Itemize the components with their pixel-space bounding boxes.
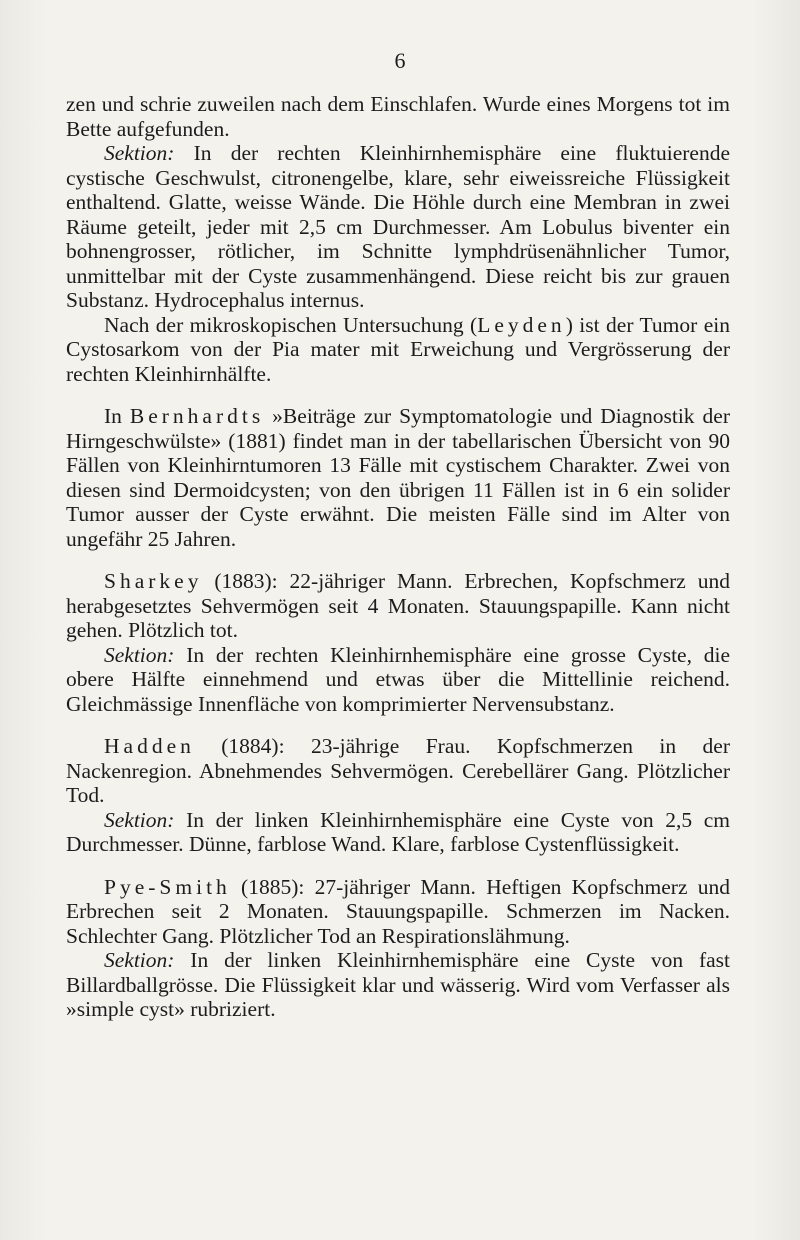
paragraph	[66, 875, 730, 949]
text-run: In der linken Kleinhirnhemisphäre eine Cyste von 2,5 cm Durchmesser. Dünne, farblose Wand. Klare, farblose Cystenflüssigkeit.	[66, 807, 730, 856]
text-run: (1885): 27-jähriger Mann. Heftigen Kopfschmerz und Erbrechen seit 2 Monaten. Stauungspapille. Schmerzen im Nacken. Schlechter Gang. Plötzlicher Tod an Respirationslähmung.	[66, 874, 730, 948]
paragraph	[66, 643, 730, 717]
author-name: Hadden	[104, 734, 195, 758]
section-label: Sektion:	[104, 807, 175, 832]
section-label: Sektion:	[104, 948, 175, 972]
text-run: »Beiträge zur Symptomatologie und Diagnostik der Hirngeschwülste» (1881) findet man in der tabellarischen Übersicht von 90 Fällen von Kleinhirntumoren 13 Fälle mit cystischem Charakter. Zwei von diesen sind Dermoidcysten; von den übrigen 11 Fällen ist in 6 ein solider Tumor ausser der Cyste erwähnt. Die meisten Fälle sind im Alter von ungefähr 25 Jahren.	[66, 404, 730, 551]
section-label: Sektion:	[104, 642, 175, 667]
text-run: ) ist der Tumor ein Cystosarkom von der Pia mater mit Erweichung und Vergrösserung der rechten Kleinhirnhälfte.	[66, 312, 730, 386]
text-run: In	[104, 404, 130, 428]
text-run: In der rechten Kleinhirnhemisphäre eine fluktuierende cystische Geschwulst, citronengelbe, klare, sehr eiweissreiche Flüssigkeit enthaltend. Glatte, weisse Wände. Die Höhle durch eine Membran in zwei Räume geteilt, jeder mit 2,5 cm Durchmesser. Am Lobulus biventer ein bohnengrosser, rötlicher, im Schnitte lymphdrüsenähnlicher Tumor, unmittelbar mit der Cyste zusammenhängend. Diese reicht bis zur grauen Substanz. Hydrocephalus internus.	[66, 141, 730, 312]
author-name: Sharkey	[104, 569, 203, 593]
text-run: Nach der mikroskopischen Untersuchung (	[104, 312, 478, 337]
text-run: zen und schrie zuweilen nach dem Einschlafen. Wurde eines Morgens tot im Bette aufgefunden.	[66, 92, 730, 141]
text-run: (1883): 22-jähriger Mann. Erbrechen, Kopfschmerz und herabgesetztes Sehvermögen seit 4 Monaten. Stauungspapille. Kann nicht gehen. Plötzlich tot.	[66, 569, 730, 642]
text-body	[66, 92, 730, 1022]
text-run: (1884): 23-jährige Frau. Kopfschmerzen in der Nackenregion. Abnehmendes Sehvermögen. Cerebellärer Gang. Plötzlicher Tod.	[66, 734, 730, 807]
paragraph	[66, 92, 730, 141]
section-sharkey	[66, 569, 730, 716]
author-name: Bernhardts	[129, 404, 265, 428]
paragraph	[66, 141, 730, 313]
section-label: Sektion:	[104, 141, 175, 165]
section-bernhardt	[66, 404, 730, 551]
paragraph	[66, 948, 730, 1022]
section-case-end	[66, 92, 730, 386]
text-run: In der linken Kleinhirnhemisphäre eine Cyste von fast Billardballgrösse. Die Flüssigkeit klar und wässerig. Wird vom Verfasser als »simple cyst» rubriziert.	[66, 948, 730, 1021]
section-hadden	[66, 734, 730, 857]
section-pye-smith	[66, 875, 730, 1022]
page-number: 6	[394, 48, 406, 73]
paragraph	[66, 569, 730, 643]
text-run: In der rechten Kleinhirnhemisphäre eine grosse Cyste, die obere Hälfte einnehmend und etwas über die Mittellinie reichend. Gleichmässige Innenfläche von komprimierter Nervensubstanz.	[66, 642, 730, 716]
author-name: Leyden	[477, 312, 566, 337]
paragraph	[66, 734, 730, 808]
paragraph	[66, 808, 730, 857]
author-name: Pye-Smith	[104, 874, 231, 899]
paragraph	[66, 313, 730, 387]
paragraph	[66, 404, 730, 551]
